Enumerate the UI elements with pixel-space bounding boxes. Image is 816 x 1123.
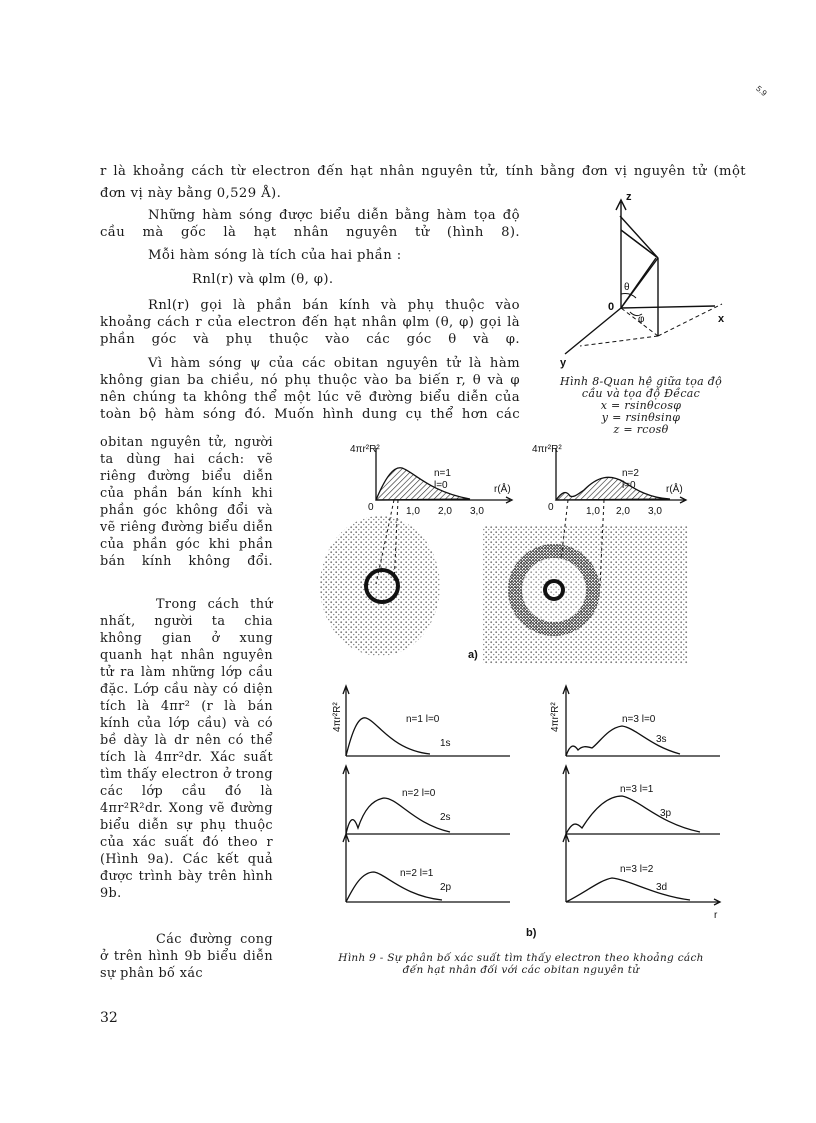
fig9a-left-l: l=0 xyxy=(434,480,448,491)
fig9b-1s-name: 1s xyxy=(440,738,451,749)
figure-8-coordinates xyxy=(540,186,740,376)
fig8-caption-line2: cầu và tọa độ Đềcac xyxy=(581,387,701,400)
paragraph-ban-kinh: Rnl(r) gọi là phần bán kính và phụ thuộc vào khoảng cách r của electron đến hạt nhân φlm (θ, φ) gọi là phần góc và phụ thuộc vào các góc θ và φ. xyxy=(100,298,520,347)
fig9b-3s-quantum: n=3 l=0 xyxy=(622,714,656,725)
fig9b-2p-quantum: n=2 l=1 xyxy=(400,868,434,879)
fig9b-3p-quantum: n=3 l=1 xyxy=(620,784,654,795)
fig9a-origin-left: 0 xyxy=(368,502,374,513)
fig9b-3s-name: 3s xyxy=(656,734,667,745)
fig8-x-label: x xyxy=(718,313,725,325)
page-number: 32 xyxy=(100,1010,118,1026)
fig9b-ylabel-left: 4πr²R² xyxy=(332,702,343,732)
fig9-caption-line2: đến hạt nhân đối với các obitan nguyên tử xyxy=(402,964,640,976)
fig9a-tick-right-1: 1,0 xyxy=(586,506,600,517)
fig9a-tick-right-3: 3,0 xyxy=(648,506,662,517)
fig8-eq-x: x = rsinθcosφ xyxy=(600,399,682,412)
fig9a-right-n: n=2 xyxy=(622,468,639,479)
fig9a-ylabel-right: 4πr²R² xyxy=(532,444,562,455)
fig9b-1s-quantum: n=1 l=0 xyxy=(406,714,440,725)
formula-rnl: Rnl(r) và φlm (θ, φ). xyxy=(192,272,334,287)
fig9a-tick-1: 1,0 xyxy=(406,506,420,517)
paragraph-khong-gian: Vì hàm sóng ψ của các obitan nguyên tử là hàm không gian ba chiều, nó phụ thuộc vào ba biến r, θ và φ nên chúng ta không thể một lúc vẽ đường biểu diễn của toàn bộ hàm sóng đó. Muốn hình dung cụ thể hơn các xyxy=(100,356,520,422)
fig9a-tick-right-2: 2,0 xyxy=(616,506,630,517)
fig9b-2s-name: 2s xyxy=(440,812,451,823)
fig9a-label: a) xyxy=(468,649,478,661)
intro-line-2: đơn vị này bằng 0,529 Å). xyxy=(100,186,282,201)
fig9a-right-l: l=0 xyxy=(622,480,636,491)
fig9a-origin-right: 0 xyxy=(548,502,554,513)
fig9a-tick-3: 3,0 xyxy=(470,506,484,517)
fig9b-2s-quantum: n=2 l=0 xyxy=(402,788,436,799)
paragraph-tich: Mỗi hàm sóng là tích của hai phần : xyxy=(148,248,402,263)
fig9a-tick-2: 2,0 xyxy=(438,506,452,517)
fig8-eq-y: y = rsinθsinφ xyxy=(601,411,681,424)
intro-line-1: r là khoảng cách từ electron đến hạt nhân nguyên tử, tính bằng đơn vị nguyên tử (một xyxy=(100,164,746,179)
corner-stamp: 5.9 xyxy=(754,84,769,99)
fig8-z-label: z xyxy=(626,191,632,203)
fig8-caption-line1: Hình 8-Quan hệ giữa tọa độ xyxy=(559,375,723,388)
fig9a-xlabel-right: r(Å) xyxy=(666,484,683,495)
fig8-y-label: y xyxy=(560,357,567,369)
fig9-caption-line1: Hình 9 - Sự phân bố xác suất tìm thấy electron theo khoảng cách xyxy=(338,952,704,964)
fig9b-xlabel: r xyxy=(714,910,718,921)
fig9a-left-n: n=1 xyxy=(434,468,451,479)
figure-9b xyxy=(330,682,730,942)
fig9b-label: b) xyxy=(526,927,537,939)
fig9b-3p-name: 3p xyxy=(660,808,672,819)
column-text-1: obitan nguyên tử, người ta dùng hai cách: vẽ riêng đường biểu diễn của phần bán kính khi phần góc không đổi và vẽ riêng đường biểu diễn của phần góc khi phần bán kính không đổi. xyxy=(100,435,273,569)
figure-9a xyxy=(310,436,690,666)
fig9b-3d-name: 3d xyxy=(656,882,668,893)
fig9-caption xyxy=(296,952,746,976)
fig9b-ylabel-right: 4πr²R² xyxy=(550,702,561,732)
fig9a-xlabel-left: r(Å) xyxy=(494,484,511,495)
fig9a-ylabel-left: 4πr²R² xyxy=(350,444,380,455)
fig8-origin-label: 0 xyxy=(608,301,615,313)
paragraph-hamsong: Những hàm sóng được biểu diễn bằng hàm tọa độ cầu mà gốc là hạt nhân nguyên tử (hình 8). xyxy=(100,208,520,240)
fig8-phi-label: φ xyxy=(638,314,645,325)
fig8-caption xyxy=(536,376,746,436)
fig9b-2p-name: 2p xyxy=(440,882,452,893)
column-text-3: Các đường cong ở trên hình 9b biểu diễn sự phân bố xác xyxy=(100,932,273,981)
fig8-eq-z: z = rcosθ xyxy=(613,423,669,436)
fig9b-3d-quantum: n=3 l=2 xyxy=(620,864,654,875)
fig8-theta-label: θ xyxy=(624,282,630,293)
column-text-2: Trong cách thứ nhất, người ta chia không gian ở xung quanh hạt nhân nguyên tử ra làm những lớp cầu đặc. Lớp cầu này có diện tích là 4πr² (r là bán kính của lớp cầu) và có bề dày là dr nên có thể tích là 4πr²dr. Xác suất tìm thấy electron ở trong các lớp cầu đó là 4πr²R²dr. Xong vẽ đường biểu diễn sự phụ thuộc của xác suất đó theo r (Hình 9a). Các kết quả được trình bày trên hình 9b. xyxy=(100,597,273,901)
